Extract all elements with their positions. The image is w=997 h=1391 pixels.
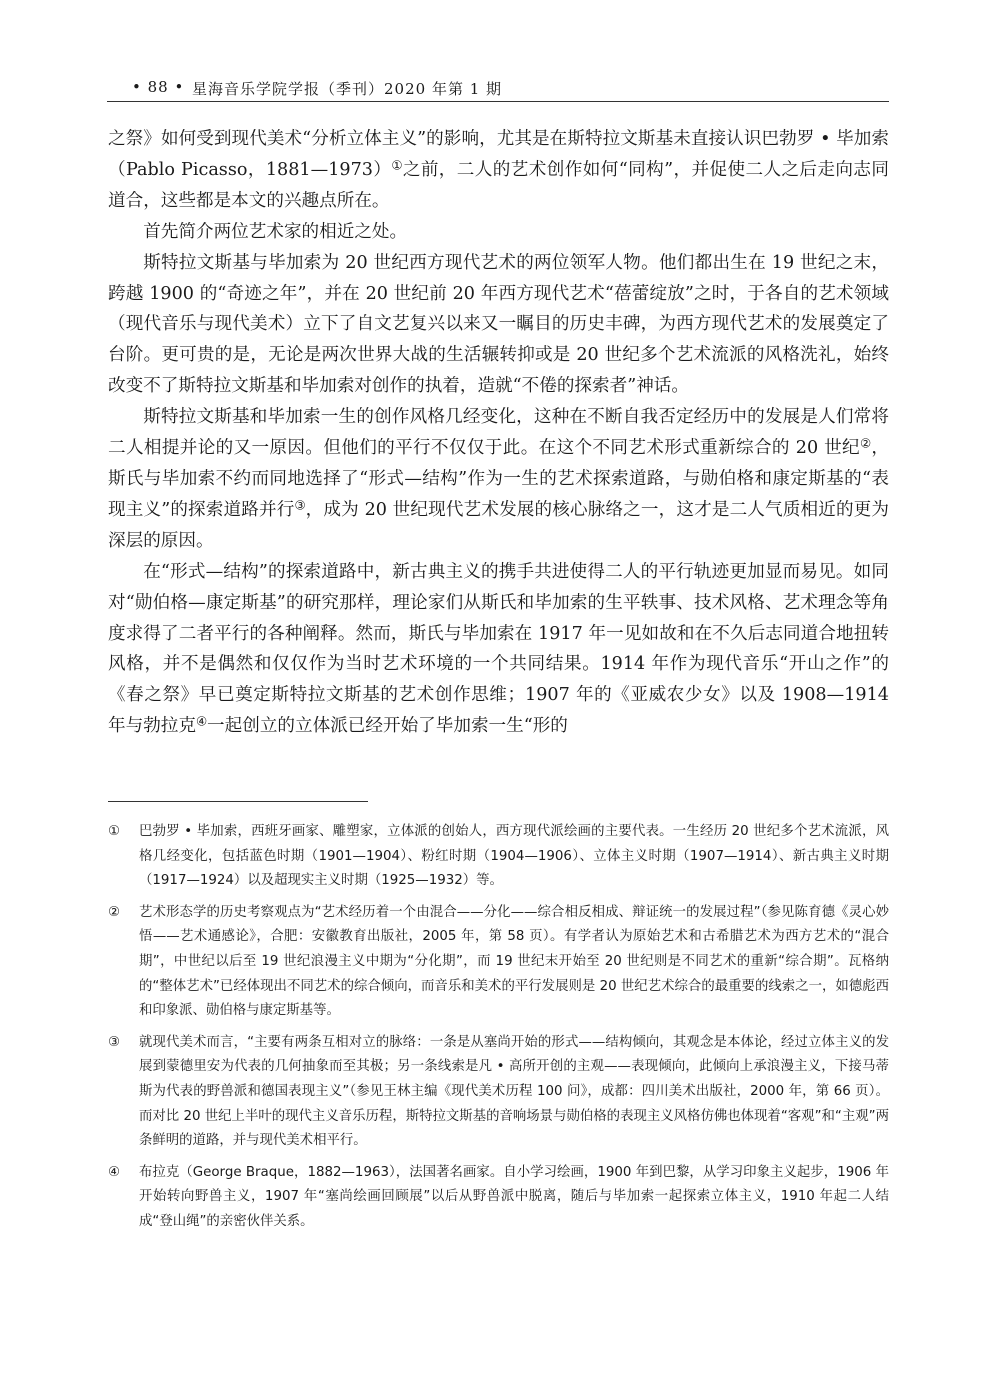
- paragraph-2: 首先简介两位艺术家的相近之处。: [143, 221, 408, 242]
- footnote-4: [108, 1161, 889, 1235]
- paragraph-1: 之祭》如何受到现代美术“分析立体主义”的影响，尤其是在斯特拉文斯基未直接认识巴勃罗 • 毕加索（Pablo Picasso，1881—1973）①之前，二人的艺术创作如何“同构”，并促使二人之后走向志同道合，这些都是本文的兴趣点所在。: [108, 129, 889, 211]
- footnote-ref-2[interactable]: ②: [860, 436, 872, 451]
- footnote-3: [108, 1031, 889, 1154]
- running-header: [107, 66, 889, 102]
- footnote-ref-1[interactable]: ①: [391, 158, 403, 173]
- footnote-2: [108, 901, 889, 1024]
- footnote-ref-3[interactable]: ③: [294, 498, 306, 513]
- footnote-marker: ④: [108, 1164, 121, 1180]
- footnote-text: 艺术形态学的历史考察观点为“艺术经历着一个由混合——分化——综合相反相成、辩证统一的发展过程”（参见陈育德《灵心妙悟——艺术通感论》，合肥：安徽教育出版社，2005 年，第 58 页）。有学者认为原始艺术和古希腊艺术为西方艺术的“混合期”，中世纪以后至 19 世纪浪漫主义中期为“分化期”，而 19 世纪末开始至 20 世纪则是不同艺术的重新“综合期”。瓦格纳的“整体艺术”已经体现出不同艺术的综合倾向，而音乐和美术的平行发展则是 20 世纪艺术综合的最重要的线索之一，如德彪西和印象派、勋伯格与康定斯基等。: [139, 904, 889, 1019]
- journal-title: 星海音乐学院学报（季刊）2020 年第 1 期: [192, 80, 503, 98]
- footnote-1: [108, 820, 889, 894]
- footnote-text: 巴勃罗 • 毕加索，西班牙画家、雕塑家，立体派的创始人，西方现代派绘画的主要代表。一生经历 20 世纪多个艺术流派，风格几经变化，包括蓝色时期（1901—1904）、粉红时期（1904—1906）、立体主义时期（1907—1914）、新古典主义时期（1917—1924）以及超现实主义时期（1925—1932）等。: [139, 824, 889, 889]
- header-rule: [107, 101, 889, 102]
- footnotes: [108, 820, 889, 1242]
- paragraph-3: 斯特拉文斯基与毕加索为 20 世纪西方现代艺术的两位领军人物。他们都出生在 19 世纪之末，跨越 1900 的“奇迹之年”，并在 20 世纪前 20 年西方现代艺术“蓓蕾绽放”之时，于各自的艺术领域（现代音乐与现代美术）立下了自文艺复兴以来又一瞩目的历史丰碑，为西方现代艺术的发展奠定了台阶。更可贵的是，无论是两次世界大战的生活辗转抑或是 20 世纪多个艺术流派的风格洗礼，始终改变不了斯特拉文斯基和毕加索对创作的执着，造就“不倦的探索者”神话。: [108, 252, 889, 397]
- footnote-marker: ③: [108, 1034, 121, 1050]
- main-text: [108, 124, 889, 742]
- footnote-ref-4[interactable]: ④: [195, 714, 208, 729]
- footnote-marker: ②: [108, 904, 121, 920]
- page-number: • 88 •: [132, 78, 185, 96]
- footnote-text: 就现代美术而言，“主要有两条互相对立的脉络：一条是从塞尚开始的形式——结构倾向，其观念是本体论，经过立体主义的发展到蒙德里安为代表的几何抽象而至其极；另一条线索是凡 • 高所开创的主观——表现倾向，此倾向上承浪漫主义，下接马蒂斯为代表的野兽派和德国表现主义”（参见王林主编《现代美术历程 100 问》，成都：四川美术出版社，2000 年，第 66 页）。而对比 20 世纪上半叶的现代主义音乐历程，斯特拉文斯基的音响场景与勋伯格的表现主义风格仿佛也体现着“客观”和“主观”两条鲜明的道路，并与现代美术相平行。: [139, 1034, 889, 1149]
- paragraph-5: 在“形式—结构”的探索道路中，新古典主义的携手共进使得二人的平行轨迹更加显而易见。如同对“勋伯格—康定斯基”的研究那样，理论家们从斯氏和毕加索的生平轶事、技术风格、艺术理念等角度求得了二者平行的各种阐释。然而，斯氏与毕加索在 1917 年一见如故和在不久后志同道合地扭转风格，并不是偶然和仅仅作为当时艺术环境的一个共同结果。1914 年作为现代音乐“开山之作”的《春之祭》早已奠定斯特拉文斯基的艺术创作思维；1907 年的《亚威农少女》以及 1908—1914 年与勃拉克④一起创立的立体派已经开始了毕加索一生“形的: [108, 561, 889, 737]
- footnote-marker: ①: [108, 824, 121, 839]
- footnote-text: 布拉克（George Braque，1882—1963），法国著名画家。自小学习绘画，1900 年到巴黎，从学习印象主义起步，1906 年开始转向野兽主义，1907 年“塞尚绘画回顾展”以后从野兽派中脱离，随后与毕加索一起探索立体主义，1910 年起二人结成“登山绳”的亲密伙伴关系。: [139, 1164, 889, 1229]
- footnote-separator: [108, 801, 368, 802]
- paragraph-4: 斯特拉文斯基和毕加索一生的创作风格几经变化，这种在不断自我否定经历中的发展是人们常将二人相提并论的又一原因。但他们的平行不仅仅于此。在这个不同艺术形式重新综合的 20 世纪②，斯氏与毕加索不约而同地选择了“形式—结构”作为一生的艺术探索道路，与勋伯格和康定斯基的“表现主义”的探索道路并行③，成为 20 世纪现代艺术发展的核心脉络之一，这才是二人气质相近的更为深层的原因。: [108, 407, 890, 551]
